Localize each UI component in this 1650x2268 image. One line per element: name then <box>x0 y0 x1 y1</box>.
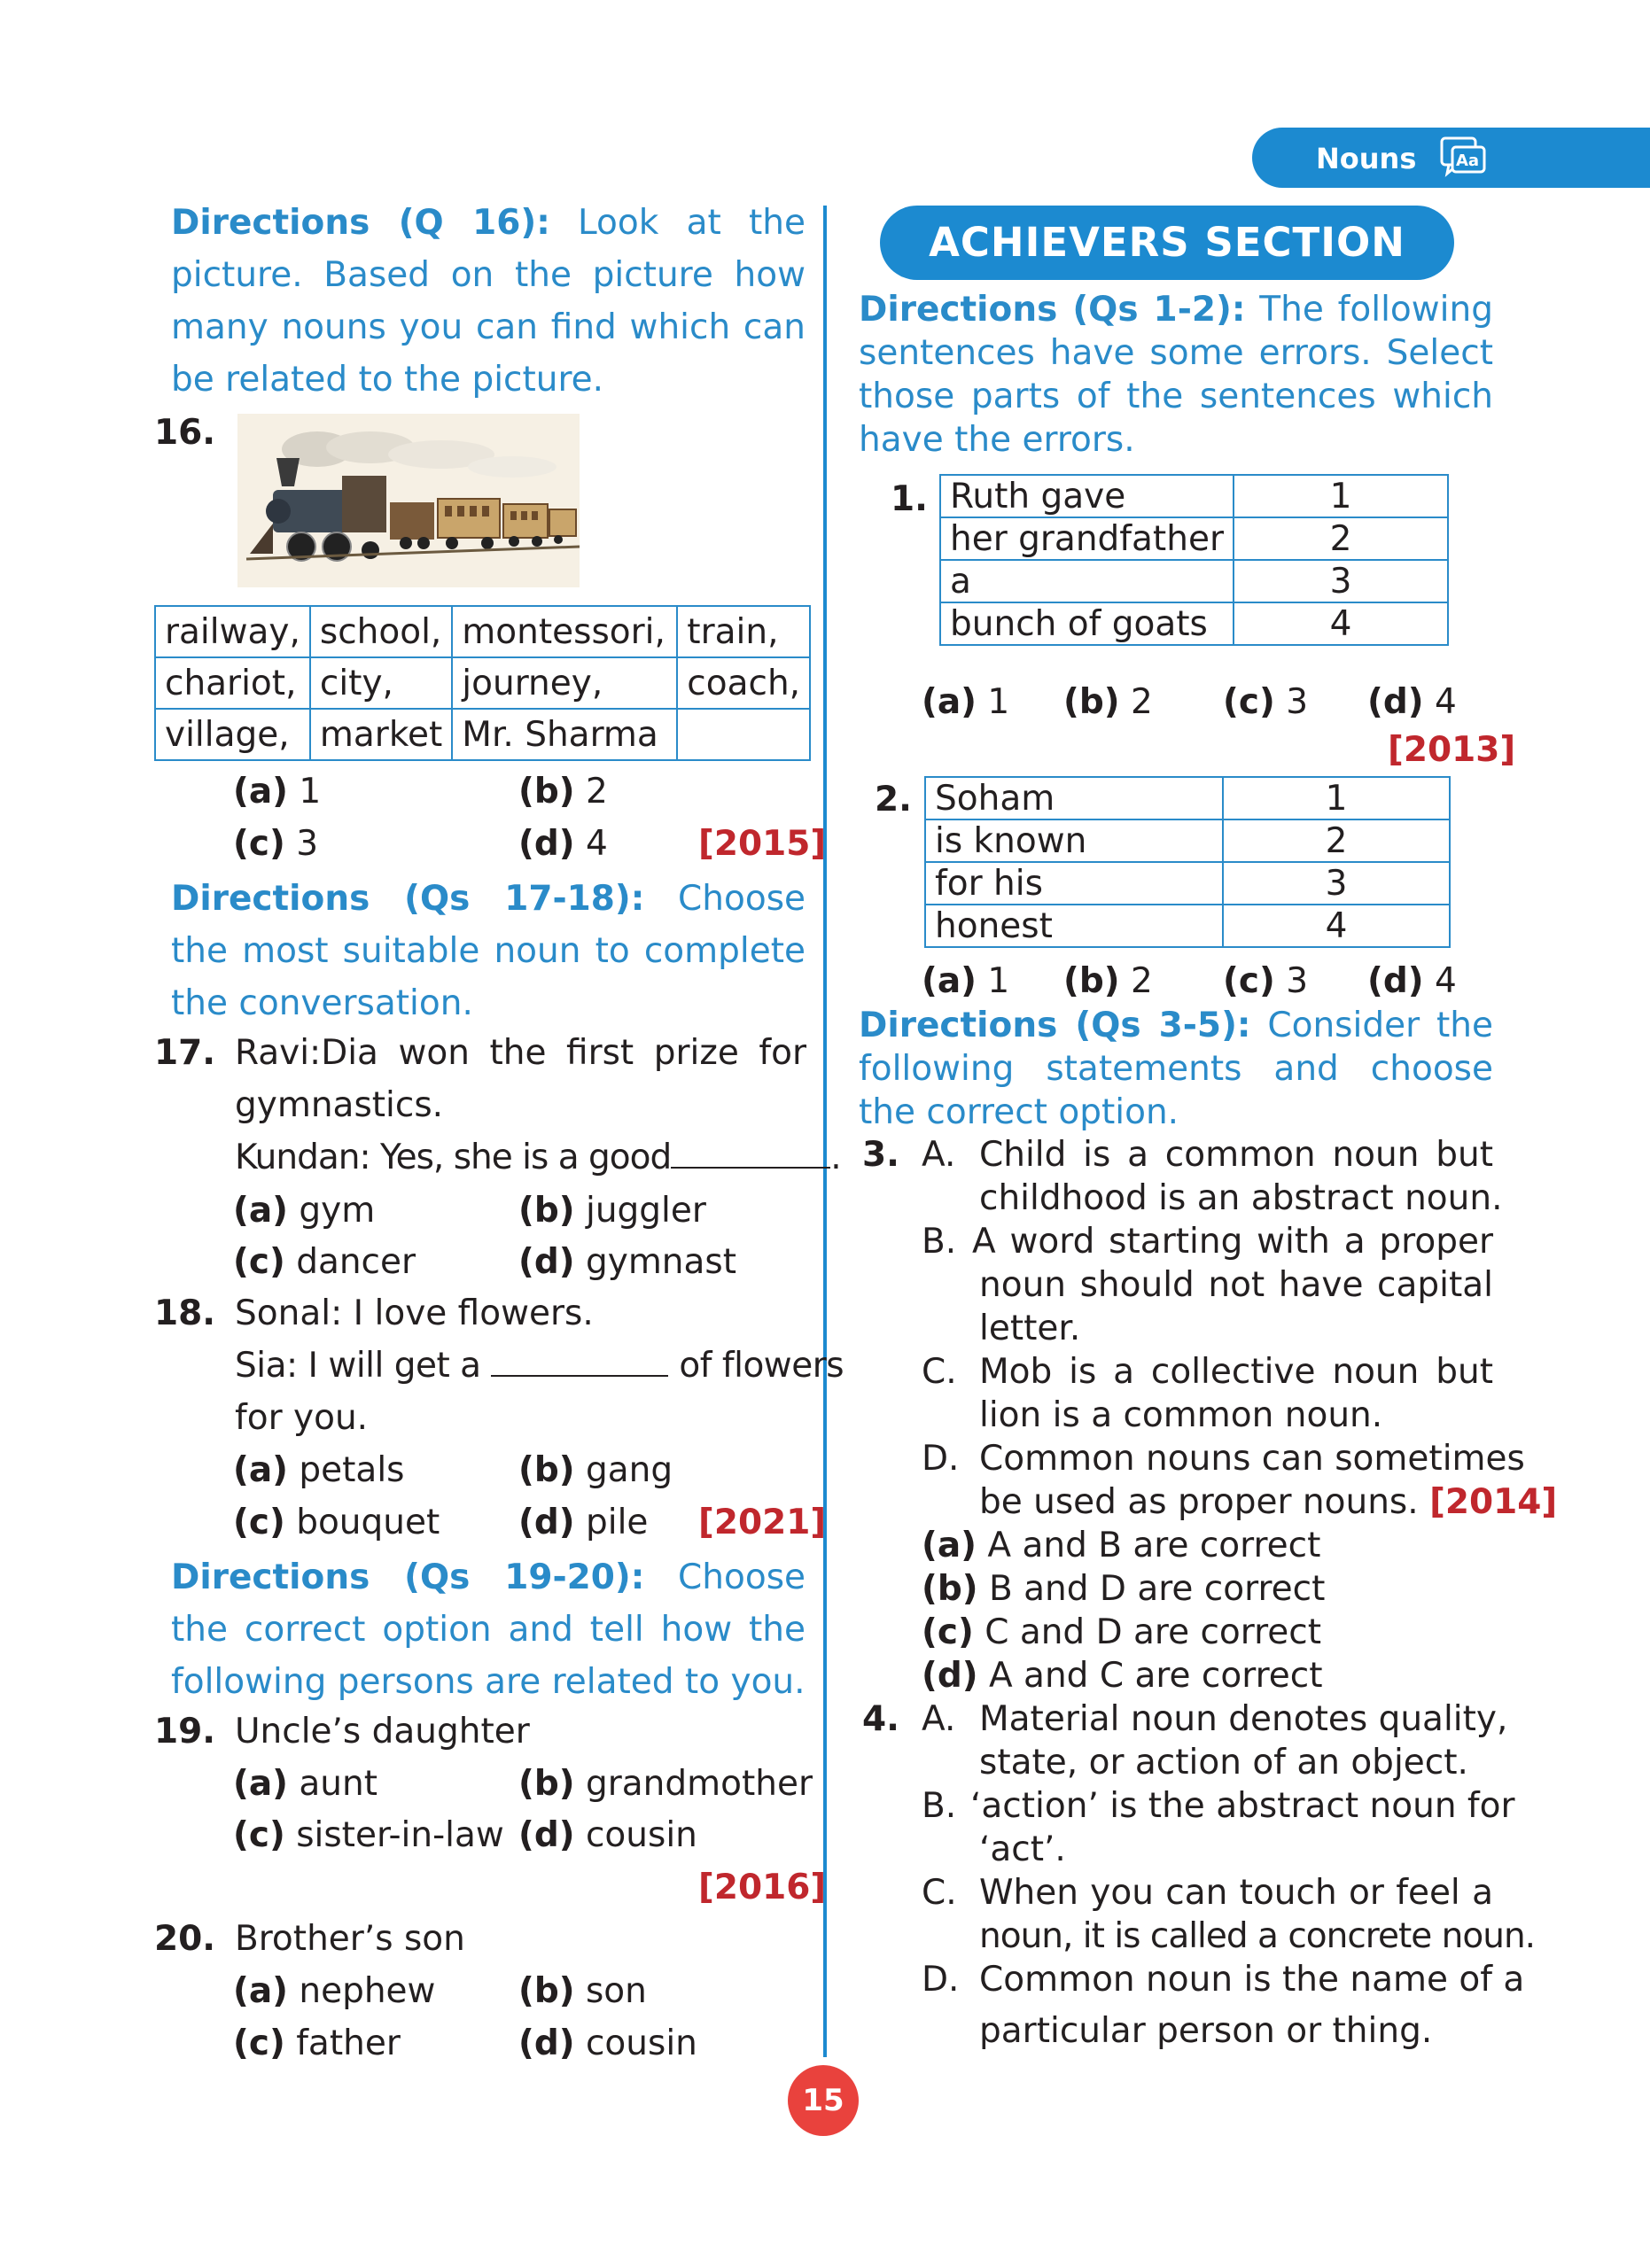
option-d: (d) cousin <box>518 1815 697 1855</box>
statement-label: A. <box>922 1699 956 1739</box>
statement-label: B. <box>922 1222 957 1262</box>
table-row: Ruth gave 1 <box>940 475 1448 517</box>
option-d: (d) A and C are correct <box>922 1656 1323 1696</box>
statement-label: C. <box>922 1873 957 1913</box>
year-badge: [2021] <box>698 1503 827 1542</box>
option-b: (b) grandmother <box>518 1764 813 1804</box>
steam-train-illustration <box>237 414 580 587</box>
option-d: (d) 4 <box>1367 961 1457 1001</box>
statement-text: When you can touch or feel a <box>979 1873 1493 1913</box>
statement-text: lion is a common noun. <box>979 1395 1383 1435</box>
achievers-section-banner: ACHIEVERS SECTION <box>880 206 1454 280</box>
option-a: (a) gym <box>233 1191 376 1231</box>
section-title: Nouns <box>1316 142 1417 175</box>
directions-q16: Directions (Q 16): Look at the picture. Based on the picture how many nouns you can find which can be related to the picture. <box>171 203 806 400</box>
question-text: Uncle’s daughter <box>235 1712 530 1751</box>
table-row <box>155 606 810 657</box>
year-badge: [2013] <box>1388 730 1516 770</box>
statement-text: ‘action’ is the abstract noun for <box>970 1786 1515 1826</box>
statement-text: noun, it is called a concrete noun. <box>979 1916 1536 1956</box>
statement-text: be used as proper nouns. [2014] <box>979 1482 1558 1522</box>
question-number: 17. <box>154 1033 216 1073</box>
table-row: honest 4 <box>925 905 1450 947</box>
question-number: 20. <box>154 1919 216 1959</box>
table-row <box>155 709 810 760</box>
option-a: (a) petals <box>233 1450 405 1490</box>
option-b: (b) 2 <box>1063 682 1153 722</box>
table-cell: journey, <box>452 657 677 709</box>
question-text: Brother’s son <box>235 1919 465 1959</box>
option-c: (c) father <box>233 2023 401 2063</box>
option-c: (c) C and D are correct <box>922 1612 1322 1652</box>
option-a: (a) 1 <box>922 961 1010 1001</box>
noun-options-table <box>154 605 811 761</box>
answer-blank <box>491 1348 668 1377</box>
table-cell: chariot, <box>155 657 310 709</box>
statement-label: C. <box>922 1352 957 1392</box>
statement-text: Mob is a collective noun but <box>979 1352 1493 1392</box>
table-cell: Mr. Sharma <box>452 709 677 760</box>
table-cell: market <box>310 709 452 760</box>
year-badge: [2015] <box>698 824 827 864</box>
column-divider <box>823 206 827 2057</box>
option-b: (b) gang <box>518 1450 673 1490</box>
statement-label: B. <box>922 1786 957 1826</box>
page-number: 15 <box>788 2065 859 2136</box>
table-cell: village, <box>155 709 310 760</box>
statement-text: childhood is an abstract noun. <box>979 1178 1503 1218</box>
statement-label: A. <box>922 1135 956 1175</box>
question-number: 3. <box>862 1135 899 1175</box>
statement-text: Common nouns can sometimes <box>979 1439 1525 1479</box>
statement-label: D. <box>922 1960 960 2000</box>
option-a: (a) nephew <box>233 1971 436 2011</box>
option-d: (d) 4 <box>518 824 608 864</box>
option-a: (a) 1 <box>233 772 322 812</box>
option-c: (c) sister-in-law <box>233 1815 504 1855</box>
year-badge: [2014] <box>1429 1482 1558 1522</box>
table-row: a 3 <box>940 560 1448 602</box>
option-a: (a) A and B are correct <box>922 1526 1321 1565</box>
option-d: (d) gymnast <box>518 1242 737 1282</box>
question-number: 19. <box>154 1712 216 1751</box>
section-header-tab <box>1252 128 1650 188</box>
question-text: Ravi:Dia won the first prize for <box>235 1033 806 1073</box>
question-text: Sonal: I love flowers. <box>235 1293 594 1333</box>
question-number: 1. <box>891 479 928 519</box>
table-cell: montessori, <box>452 606 677 657</box>
question-text: Sia: I will get a of flowers <box>235 1346 844 1386</box>
table-cell: railway, <box>155 606 310 657</box>
statement-text: particular person or thing. <box>979 2011 1433 2051</box>
option-c: (c) dancer <box>233 1242 416 1282</box>
table-row: for his 3 <box>925 862 1450 905</box>
option-d: (d) cousin <box>518 2023 697 2063</box>
directions-q19-20: Directions (Qs 19-20): Choose the correct option and tell how the following persons are related to you. <box>171 1557 806 1702</box>
option-a: (a) aunt <box>233 1764 378 1804</box>
option-d: (d) 4 <box>1367 682 1457 722</box>
statement-text: A word starting with a proper <box>972 1222 1493 1262</box>
table-cell: coach, <box>677 657 810 709</box>
statement-label: D. <box>922 1439 960 1479</box>
question-number: 16. <box>154 413 216 453</box>
directions-q3-5: Directions (Qs 3-5): Consider the following statements and choose the correct option. <box>859 1006 1493 1132</box>
question-number: 4. <box>862 1699 899 1739</box>
error-table-q1 <box>939 474 1449 646</box>
option-b: (b) 2 <box>518 772 608 812</box>
table-cell: school, <box>310 606 452 657</box>
statement-text: Material noun denotes quality, <box>979 1699 1508 1739</box>
table-row: is known 2 <box>925 819 1450 862</box>
statement-text: noun should not have capital <box>979 1265 1493 1305</box>
table-cell: train, <box>677 606 810 657</box>
option-b: (b) 2 <box>1063 961 1153 1001</box>
statement-text: Child is a common noun but <box>979 1135 1493 1175</box>
table-row: bunch of goats 4 <box>940 602 1448 645</box>
table-row: Soham 1 <box>925 777 1450 819</box>
option-c: (c) 3 <box>1223 682 1309 722</box>
option-c: (c) 3 <box>233 824 319 864</box>
statement-text: letter. <box>979 1309 1081 1348</box>
question-number: 2. <box>875 780 912 819</box>
option-b: (b) juggler <box>518 1191 706 1231</box>
aa-chat-icon <box>1438 135 1488 183</box>
statement-text: Common noun is the name of a <box>979 1960 1525 2000</box>
table-row <box>155 657 810 709</box>
answer-blank <box>671 1140 830 1169</box>
option-a: (a) 1 <box>922 682 1010 722</box>
option-d: (d) pile <box>518 1503 649 1542</box>
table-cell <box>677 709 810 760</box>
question-number: 18. <box>154 1293 216 1333</box>
error-table-q2 <box>924 776 1451 948</box>
question-text: for you. <box>235 1398 369 1438</box>
option-b: (b) B and D are correct <box>922 1569 1326 1609</box>
statement-text: ‘act’. <box>979 1829 1066 1869</box>
svg-text:Aa: Aa <box>1456 151 1480 170</box>
table-cell: city, <box>310 657 452 709</box>
option-c: (c) bouquet <box>233 1503 440 1542</box>
option-c: (c) 3 <box>1223 961 1309 1001</box>
year-badge: [2016] <box>698 1868 827 1907</box>
directions-q1-2: Directions (Qs 1-2): The following sentences have some errors. Select those parts of the sentences which have the errors. <box>859 290 1493 460</box>
question-text: gymnastics. <box>235 1085 444 1125</box>
table-row: her grandfather 2 <box>940 517 1448 560</box>
question-text: Kundan: Yes, she is a good . <box>235 1138 841 1177</box>
option-b: (b) son <box>518 1971 647 2011</box>
statement-text: state, or action of an object. <box>979 1743 1468 1783</box>
directions-q17-18: Directions (Qs 17-18): Choose the most suitable noun to complete the conversation. <box>171 879 806 1023</box>
